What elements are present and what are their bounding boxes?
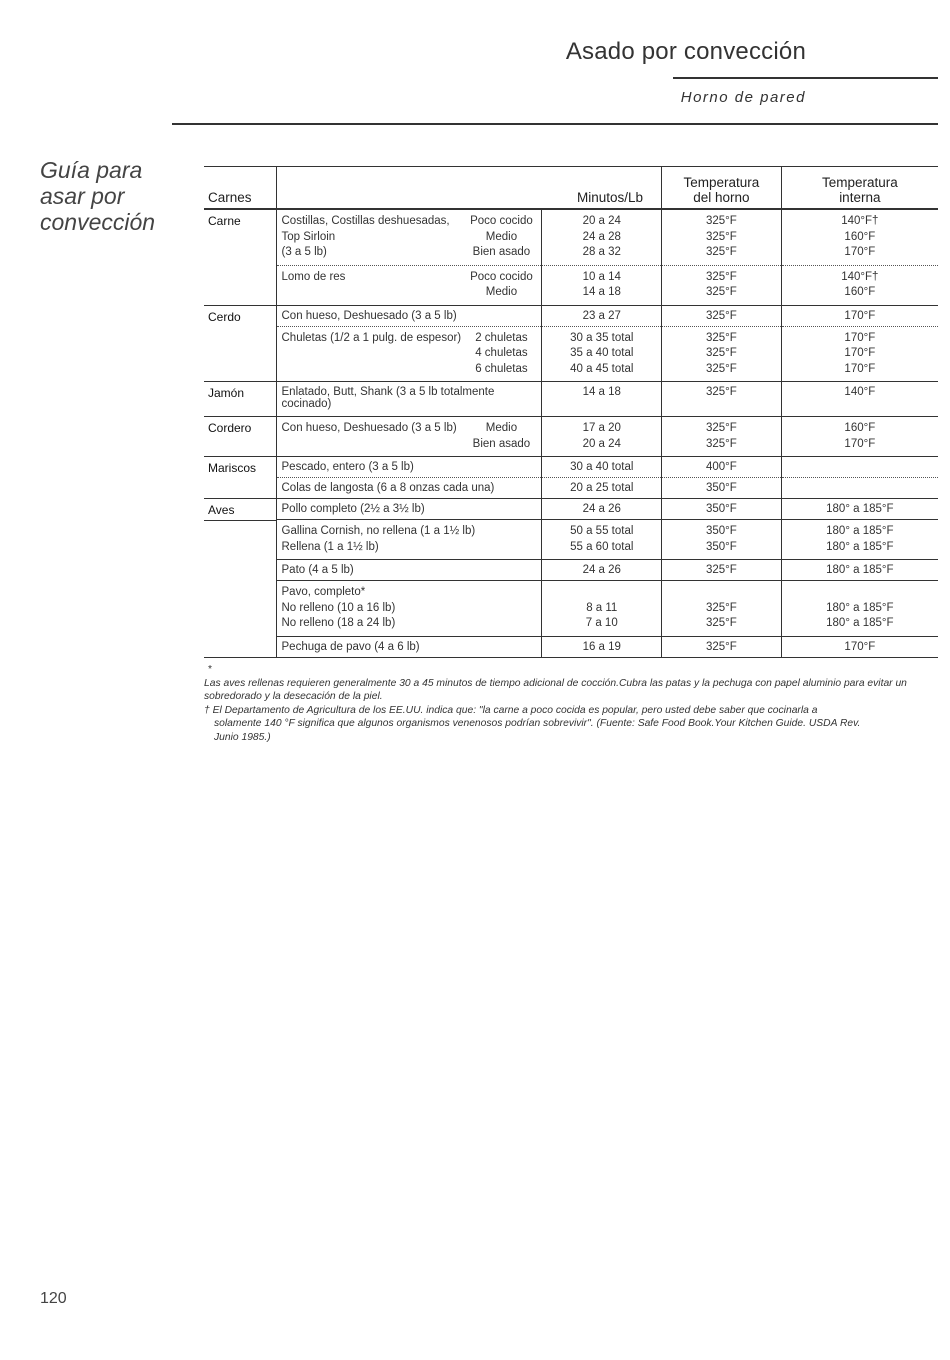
internal-temp-value: 160°F <box>844 230 876 243</box>
table-row <box>204 478 938 499</box>
desc-line: No relleno (10 a 16 lb) <box>281 601 396 614</box>
minutes-value: 24 a 26 <box>542 499 662 520</box>
table-header-row <box>204 167 938 210</box>
oven-temp-value: 350°F <box>705 540 737 553</box>
oven-temp-value: 350°F <box>705 525 737 537</box>
minutes-cell <box>542 581 662 637</box>
desc-cell <box>276 209 542 265</box>
oven-temp-cell <box>662 326 782 382</box>
oven-temp-cell <box>662 265 782 305</box>
doneness: Bien asado <box>472 246 531 258</box>
minutes-value: 20 a 24 <box>582 215 621 227</box>
section-title-line: Guía para <box>40 157 143 183</box>
internal-temp-value <box>781 457 938 478</box>
category-mariscos: Mariscos <box>204 457 276 499</box>
desc-cell: Pechuga de pavo (4 a 6 lb) <box>276 636 542 657</box>
doneness: Poco cocido <box>470 215 533 227</box>
col-header-line: Temperatura <box>821 175 898 190</box>
oven-temp-value: 325°F <box>705 246 737 258</box>
minutes-value: 30 a 40 total <box>542 457 662 478</box>
desc-line: Pavo, completo* <box>281 586 366 598</box>
oven-temp-cell <box>662 417 782 457</box>
table-row <box>204 265 938 305</box>
internal-temp-value: 170°F <box>844 362 876 375</box>
oven-temp-value: 325°F <box>705 362 737 375</box>
desc-line: Costillas, Costillas deshuesadas, <box>281 215 450 227</box>
minutes-value: 20 a 24 <box>582 437 621 450</box>
oven-temp-value: 350°F <box>662 478 782 499</box>
internal-temp-value: 170°F <box>781 636 938 657</box>
table-row <box>204 382 938 417</box>
table-row <box>204 305 938 326</box>
col-header-oven-temp <box>662 167 782 210</box>
internal-temp-value: 170°F <box>844 331 876 344</box>
internal-temp-value: 170°F <box>844 246 876 258</box>
minutes-value: 23 a 27 <box>542 305 662 326</box>
table-row <box>204 417 938 457</box>
desc-cell: Con hueso, Deshuesado (3 a 5 lb) <box>276 305 542 326</box>
desc-line: Rellena (1 a 1½ lb) <box>281 540 379 553</box>
internal-temp-value: 170°F <box>781 305 938 326</box>
oven-temp-value: 325°F <box>705 230 737 243</box>
category-cordero: Cordero <box>204 417 276 457</box>
oven-temp-value: 325°F <box>705 601 737 614</box>
table-row <box>204 209 938 265</box>
category-aves-label: Aves <box>204 503 276 521</box>
minutes-value: 24 a 26 <box>542 560 662 581</box>
oven-temp-value: 325°F <box>705 331 737 344</box>
doneness: Medio <box>485 286 518 298</box>
page-title: Asado por convección <box>565 38 806 65</box>
table-row <box>204 636 938 657</box>
table-row <box>204 457 938 478</box>
page-number: 120 <box>40 1290 67 1307</box>
oven-temp-value: 325°F <box>662 305 782 326</box>
oven-temp-value: 325°F <box>705 617 737 629</box>
col-header-internal-temp <box>781 167 938 210</box>
desc-line: Lomo de res <box>281 270 346 283</box>
oven-temp-value: 400°F <box>662 457 782 478</box>
internal-temp-value: 140°F† <box>841 215 879 227</box>
oven-temp-cell <box>662 581 782 637</box>
oven-temp-value: 350°F <box>662 499 782 520</box>
internal-temp-cell <box>781 265 938 305</box>
minutes-value: 40 a 45 total <box>570 362 634 375</box>
minutes-cell <box>542 209 662 265</box>
col-header-meats: Carnes <box>204 167 276 210</box>
internal-temp-value: 160°F <box>844 422 876 434</box>
minutes-value <box>542 585 661 601</box>
footnotes <box>204 663 938 744</box>
doneness: Bien asado <box>472 437 531 450</box>
roasting-table <box>204 166 938 658</box>
col-header-line: del horno <box>693 190 750 205</box>
internal-temp-value: 140°F <box>781 382 938 417</box>
minutes-value: 14 a 18 <box>582 286 621 298</box>
table-row <box>204 560 938 581</box>
internal-temp-value <box>781 478 938 499</box>
col-header-minutes: Minutos/Lb <box>276 167 662 210</box>
category-cerdo: Cerdo <box>204 305 276 382</box>
table-row <box>204 520 938 560</box>
desc-line: (3 a 5 lb) <box>281 246 327 258</box>
internal-temp-value: 180° a 185°F <box>826 601 894 614</box>
doneness: Poco cocido <box>470 270 533 283</box>
internal-temp-value: 180° a 185°F <box>826 540 894 553</box>
table-row <box>204 581 938 637</box>
chop-count: 4 chuletas <box>475 347 528 359</box>
desc-cell: Pato (4 a 5 lb) <box>276 560 542 581</box>
category-carne: Carne <box>204 209 276 305</box>
minutes-value: 35 a 40 total <box>570 347 634 359</box>
minutes-cell <box>542 520 662 560</box>
chop-count: 2 chuletas <box>475 331 528 344</box>
internal-temp-value: 180° a 185°F <box>826 617 894 629</box>
minutes-value: 14 a 18 <box>542 382 662 417</box>
internal-temp-cell <box>781 581 938 637</box>
internal-temp-value: 160°F <box>844 286 876 298</box>
oven-temp-value: 325°F <box>705 215 737 227</box>
section-title-line: asar por <box>40 183 125 209</box>
oven-temp-value: 325°F <box>662 560 782 581</box>
section-rule <box>172 123 938 125</box>
desc-cell: Colas de langosta (6 a 8 onzas cada una) <box>276 478 542 499</box>
minutes-value: 20 a 25 total <box>542 478 662 499</box>
minutes-value: 24 a 28 <box>582 230 621 243</box>
minutes-value: 10 a 14 <box>582 270 621 283</box>
desc-cell <box>276 265 542 305</box>
internal-temp-value: 140°F† <box>841 270 879 283</box>
minutes-value: 17 a 20 <box>582 422 621 434</box>
oven-temp-value: 325°F <box>662 636 782 657</box>
internal-temp-value: 170°F <box>844 437 876 450</box>
desc-line: Gallina Cornish, no rellena (1 a 1½ lb) <box>281 525 476 537</box>
category-jamon: Jamón <box>204 382 276 417</box>
minutes-cell <box>542 326 662 382</box>
table-row <box>204 326 938 382</box>
footnote-asterisk: * <box>208 664 213 675</box>
oven-temp-value: 325°F <box>705 422 737 434</box>
oven-temp-value: 325°F <box>705 347 737 359</box>
section-title <box>40 157 180 235</box>
desc-cell <box>276 326 542 382</box>
minutes-cell <box>542 417 662 457</box>
desc-cell <box>276 520 542 560</box>
page-subtitle: Horno de pared <box>680 89 806 106</box>
minutes-value: 28 a 32 <box>582 246 621 258</box>
minutes-value: 8 a 11 <box>586 601 618 614</box>
internal-temp-cell <box>781 209 938 265</box>
desc-cell <box>276 417 542 457</box>
chop-count: 6 chuletas <box>475 362 528 375</box>
desc-line: No relleno (18 a 24 lb) <box>281 617 396 629</box>
desc-line: Top Sirloin <box>281 230 336 243</box>
footnote-usda-line: Junio 1985.) <box>214 731 271 743</box>
desc-cell: Enlatado, Butt, Shank (3 a 5 lb totalmente cocinado) <box>276 382 542 417</box>
internal-temp-cell <box>781 417 938 457</box>
desc-line <box>282 285 462 301</box>
doneness: Medio <box>485 422 518 434</box>
minutes-value: 16 a 19 <box>542 636 662 657</box>
internal-temp-value: 180° a 185°F <box>826 525 894 537</box>
footnote-usda-line: solamente 140 °F significa que algunos organismos venenosos podrían sobrevivir". (Fuente: Safe Food Book.Your Kitchen Guide. USDA Rev. <box>214 718 861 729</box>
oven-temp-value: 325°F <box>705 437 737 450</box>
minutes-value: 30 a 35 total <box>570 331 634 344</box>
internal-temp-value: 170°F <box>844 347 876 359</box>
desc-cell: Pollo completo (2½ a 3½ lb) <box>276 499 542 520</box>
minutes-value: 50 a 55 total <box>570 525 634 537</box>
header-rule <box>673 77 938 79</box>
minutes-cell <box>542 265 662 305</box>
desc-line: Chuletas (1/2 a 1 pulg. de espesor) <box>281 331 462 344</box>
oven-temp-cell <box>662 209 782 265</box>
oven-temp-value: 325°F <box>705 286 737 298</box>
internal-temp-value <box>782 585 938 601</box>
desc-cell <box>276 581 542 637</box>
category-aves <box>204 499 276 658</box>
footnote-stuffed-poultry: Las aves rellenas requieren generalmente 30 a 45 minutos de tiempo adicional de cocción.Cubra las patas y la pechuga con papel aluminio para evitar un sobredorado y la desecación de la piel. <box>204 677 907 702</box>
internal-temp-value: 180° a 185°F <box>781 560 938 581</box>
col-header-line: Temperatura <box>683 175 760 190</box>
oven-temp-value: 325°F <box>705 270 737 283</box>
col-header-line: interna <box>839 190 881 205</box>
internal-temp-value: 180° a 185°F <box>781 499 938 520</box>
section-title-line: convección <box>40 209 156 235</box>
footnote-usda-line: † El Departamento de Agricultura de los EE.UU. indica que: "la carne a poco cocida es popular, pero usted debe saber que cocinarla a <box>204 704 818 716</box>
oven-temp-cell <box>662 520 782 560</box>
oven-temp-value: 325°F <box>662 382 782 417</box>
internal-temp-cell <box>781 520 938 560</box>
minutes-value: 7 a 10 <box>585 617 618 629</box>
desc-line: Con hueso, Deshuesado (3 a 5 lb) <box>281 422 457 434</box>
minutes-value: 55 a 60 total <box>570 540 634 553</box>
doneness: Medio <box>485 230 518 243</box>
desc-cell: Pescado, entero (3 a 5 lb) <box>276 457 542 478</box>
internal-temp-cell <box>781 326 938 382</box>
oven-temp-value <box>662 585 781 601</box>
table-row <box>204 499 938 520</box>
